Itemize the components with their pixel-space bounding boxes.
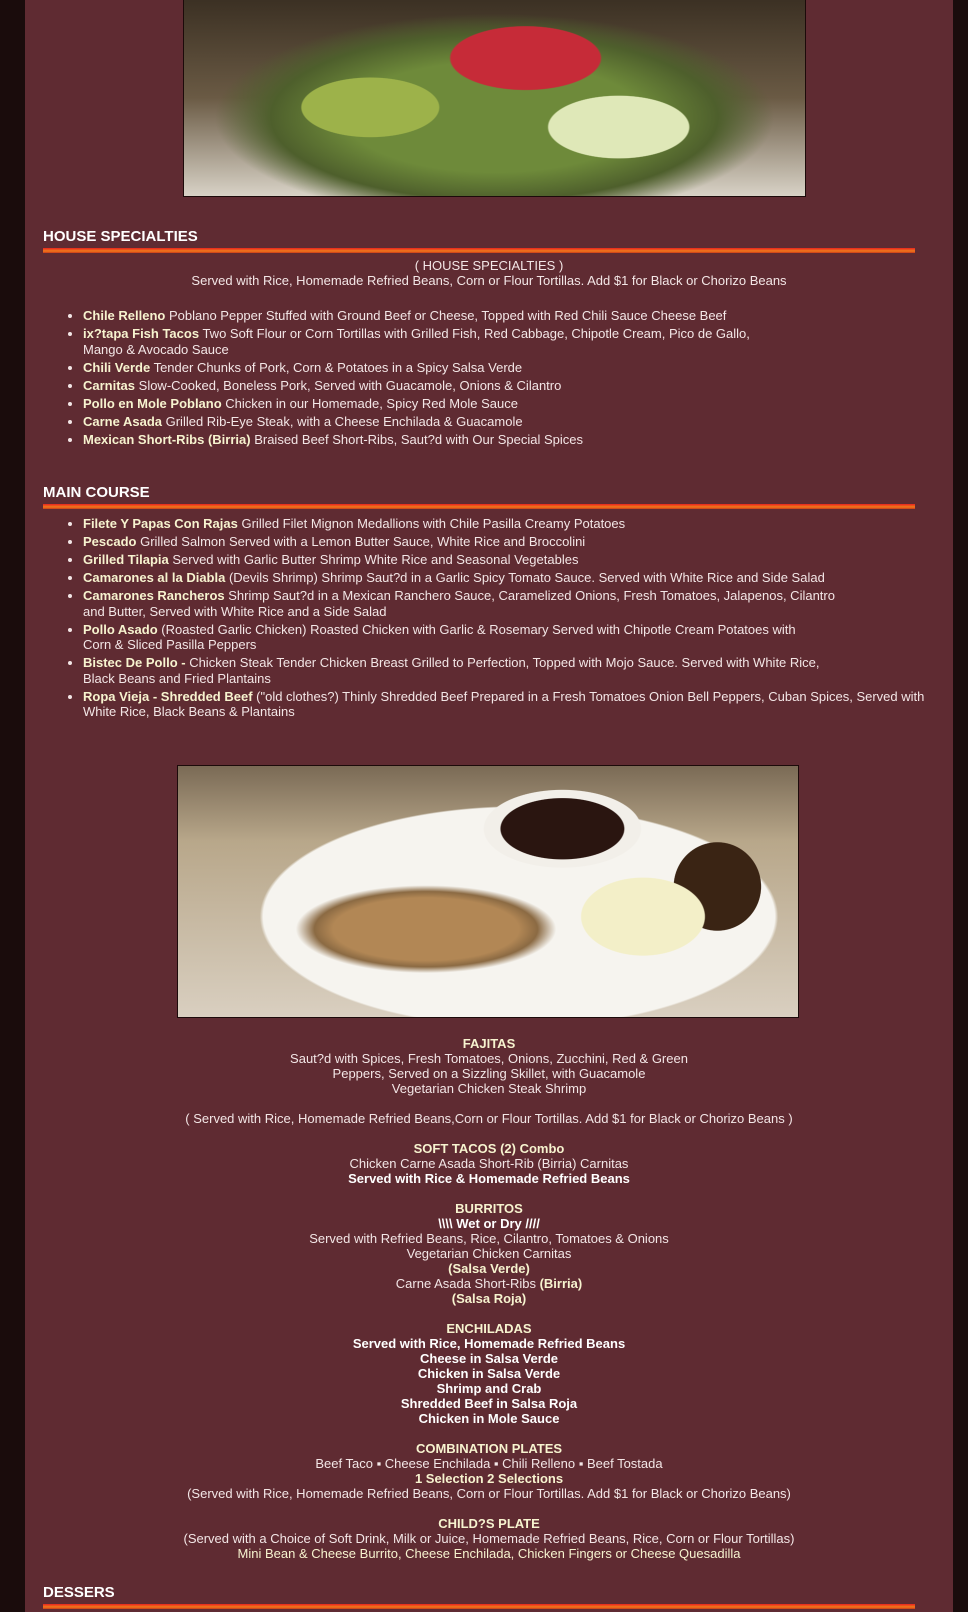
item-desc: Two Soft Flour or Corn Tortillas with Grilled Fish, Red Cabbage, Chipotle Cream, Pico de Gallo, xyxy=(199,326,750,341)
burritos-birria: (Birria) xyxy=(539,1276,583,1291)
chicken-plate-photo xyxy=(177,765,799,1018)
enchiladas-line: Chicken in Mole Sauce xyxy=(418,1411,560,1426)
item-name: Filete Y Papas Con Rajas xyxy=(83,516,238,531)
list-item xyxy=(83,326,933,357)
burritos-roja: (Salsa Roja) xyxy=(451,1291,527,1306)
item-desc: Shrimp Saut?d in a Mexican Ranchero Sauce, Caramelized Onions, Fresh Tomatoes, Jalapenos, Cilantro xyxy=(224,588,835,603)
list-item xyxy=(83,432,933,448)
item-desc: Served with Garlic Butter Shrimp White Rice and Seasonal Vegetables xyxy=(168,552,579,567)
menu-page xyxy=(25,0,953,1612)
child-plate-note: (Served with a Choice of Soft Drink, Milk or Juice, Homemade Refried Beans, Rice, Corn or Flour Tortillas) xyxy=(183,1531,795,1546)
burritos-verde: (Salsa Verde) xyxy=(448,1261,530,1276)
combination-selections: 1 Selection 2 Selections xyxy=(414,1471,564,1486)
list-item xyxy=(83,552,933,568)
item-name: Pollo Asado xyxy=(83,621,158,637)
fajitas-block xyxy=(25,1036,953,1561)
combination-note: (Served with Rice, Homemade Refried Beans, Corn or Flour Tortillas. Add $1 for Black or Chorizo Beans) xyxy=(187,1486,791,1501)
fajitas-line: Saut?d with Spices, Fresh Tomatoes, Onions, Zucchini, Red & Green xyxy=(290,1051,688,1066)
item-name: Pescado xyxy=(83,534,137,549)
list-item xyxy=(83,622,933,653)
main-course-title: MAIN COURSE xyxy=(43,484,150,501)
desserts-heading xyxy=(43,1584,915,1605)
item-desc: Grilled Filet Mignon Medallions with Chile Pasilla Creamy Potatoes xyxy=(237,516,626,531)
item-name: Carnitas xyxy=(83,377,136,393)
item-name: Grilled Tilapia xyxy=(83,552,169,567)
burritos-wet-dry: \\\\ Wet or Dry //// xyxy=(438,1216,540,1231)
fajitas-options: Vegetarian Chicken Steak Shrimp xyxy=(391,1081,587,1096)
item-name: Camarones Rancheros xyxy=(83,588,225,603)
combination-title: COMBINATION PLATES xyxy=(415,1441,563,1456)
salad-photo xyxy=(183,0,806,197)
main-course-list xyxy=(63,516,933,722)
item-desc-cont: Black Beans and Fried Plantains xyxy=(83,670,271,686)
list-item xyxy=(83,360,933,376)
item-desc: Chicken in our Homemade, Spicy Red Mole Sauce xyxy=(221,395,518,411)
burritos-title: BURRITOS xyxy=(455,1201,523,1216)
soft-tacos-served: Served with Rice & Homemade Refried Beans xyxy=(348,1171,630,1186)
item-desc-cont: and Butter, Served with White Rice and a Side Salad xyxy=(83,603,387,619)
item-name: Carne Asada xyxy=(83,413,162,429)
house-specialties-subtitle: ( HOUSE SPECIALTIES ) xyxy=(414,258,564,273)
desserts-title: DESSERS xyxy=(43,1584,115,1601)
burritos-roja-options: Carne Asada Short-Ribs xyxy=(395,1276,540,1291)
item-desc: Braised Beef Short-Ribs, Saut?d with Our Special Spices xyxy=(250,431,583,447)
enchiladas-title: ENCHILADAS xyxy=(446,1321,532,1336)
list-item xyxy=(83,570,933,586)
enchiladas-line: Cheese in Salsa Verde xyxy=(419,1351,559,1366)
list-item xyxy=(83,655,933,686)
section-divider xyxy=(43,504,915,509)
list-item xyxy=(83,689,933,720)
main-course-heading xyxy=(43,484,915,505)
item-name: Ropa Vieja - Shredded Beef xyxy=(83,688,253,704)
list-item xyxy=(83,534,933,550)
item-desc: (Devils Shrimp) Shrimp Saut?d in a Garlic Spicy Tomato Sauce. Served with White Rice and Side Salad xyxy=(225,570,825,585)
house-specialties-list xyxy=(63,308,933,450)
fajitas-note: ( Served with Rice, Homemade Refried Beans,Corn or Flour Tortillas. Add $1 for Black or Chorizo Beans ) xyxy=(185,1111,793,1126)
enchiladas-line: Shredded Beef in Salsa Roja xyxy=(400,1396,578,1411)
soft-tacos-options: Chicken Carne Asada Short-Rib (Birria) Carnitas xyxy=(349,1156,629,1171)
item-desc-cont: Corn & Sliced Pasilla Peppers xyxy=(83,637,257,652)
item-desc: ("old clothes?) Thinly Shredded Beef Prepared in a Fresh Tomatoes Onion Bell Peppers, Cuban Spices, Served with xyxy=(252,688,925,704)
item-name: Mexican Short-Ribs (Birria) xyxy=(83,431,251,447)
item-name: Pollo en Mole Poblano xyxy=(83,395,222,411)
item-name: ix?tapa Fish Tacos xyxy=(83,326,200,341)
house-specialties-heading xyxy=(43,228,915,249)
item-desc-cont: White Rice, Black Beans & Plantains xyxy=(83,704,295,719)
item-desc: Grilled Rib-Eye Steak, with a Cheese Enchilada & Guacamole xyxy=(162,413,523,429)
enchiladas-line: Served with Rice, Homemade Refried Beans xyxy=(352,1336,626,1351)
item-desc: (Roasted Garlic Chicken) Roasted Chicken with Garlic & Rosemary Served with Chipotle Cream Potatoes with xyxy=(157,621,796,637)
item-name: Bistec De Pollo - xyxy=(83,655,186,670)
enchiladas-line: Shrimp and Crab xyxy=(436,1381,542,1396)
item-desc: Chicken Steak Tender Chicken Breast Grilled to Perfection, Topped with Mojo Sauce. Served with White Rice, xyxy=(185,655,820,670)
burritos-verde-options: Vegetarian Chicken Carnitas xyxy=(406,1246,572,1261)
item-desc: Slow-Cooked, Boneless Pork, Served with Guacamole, Onions & Cilantro xyxy=(135,377,562,393)
list-item xyxy=(83,378,933,394)
list-item xyxy=(83,396,933,412)
list-item xyxy=(83,308,933,324)
list-item xyxy=(83,516,933,532)
section-divider xyxy=(43,248,915,253)
section-divider xyxy=(43,1604,915,1609)
child-plate-options: Mini Bean & Cheese Burrito, Cheese Enchilada, Chicken Fingers or Cheese Quesadilla xyxy=(237,1546,741,1561)
list-item xyxy=(83,588,933,619)
item-desc: Poblano Pepper Stuffed with Ground Beef or Cheese, Topped with Red Chili Sauce Cheese Beef xyxy=(165,308,727,323)
item-name: Chili Verde xyxy=(83,359,151,375)
burritos-served: Served with Refried Beans, Rice, Cilantro, Tomatoes & Onions xyxy=(309,1231,669,1246)
enchiladas-line: Chicken in Salsa Verde xyxy=(417,1366,561,1381)
fajitas-title: FAJITAS xyxy=(462,1036,516,1051)
item-name: Chile Relleno xyxy=(83,308,166,323)
item-desc-cont: Mango & Avocado Sauce xyxy=(83,341,229,357)
child-plate-title: CHILD?S PLATE xyxy=(438,1516,540,1531)
soft-tacos-title: SOFT TACOS (2) Combo xyxy=(413,1141,565,1156)
fajitas-line: Peppers, Served on a Sizzling Skillet, with Guacamole xyxy=(332,1066,646,1081)
house-specialties-title: HOUSE SPECIALTIES xyxy=(43,228,198,245)
house-specialties-note: Served with Rice, Homemade Refried Beans, Corn or Flour Tortillas. Add $1 for Black or Chorizo Beans xyxy=(191,273,787,288)
item-desc: Tender Chunks of Pork, Corn & Potatoes in a Spicy Salsa Verde xyxy=(150,359,523,375)
combination-options: Beef Taco ▪ Cheese Enchilada ▪ Chili Relleno ▪ Beef Tostada xyxy=(315,1456,663,1471)
item-name: Camarones al la Diabla xyxy=(83,570,226,585)
list-item xyxy=(83,414,933,430)
item-desc: Grilled Salmon Served with a Lemon Butter Sauce, White Rice and Broccolini xyxy=(136,534,586,549)
